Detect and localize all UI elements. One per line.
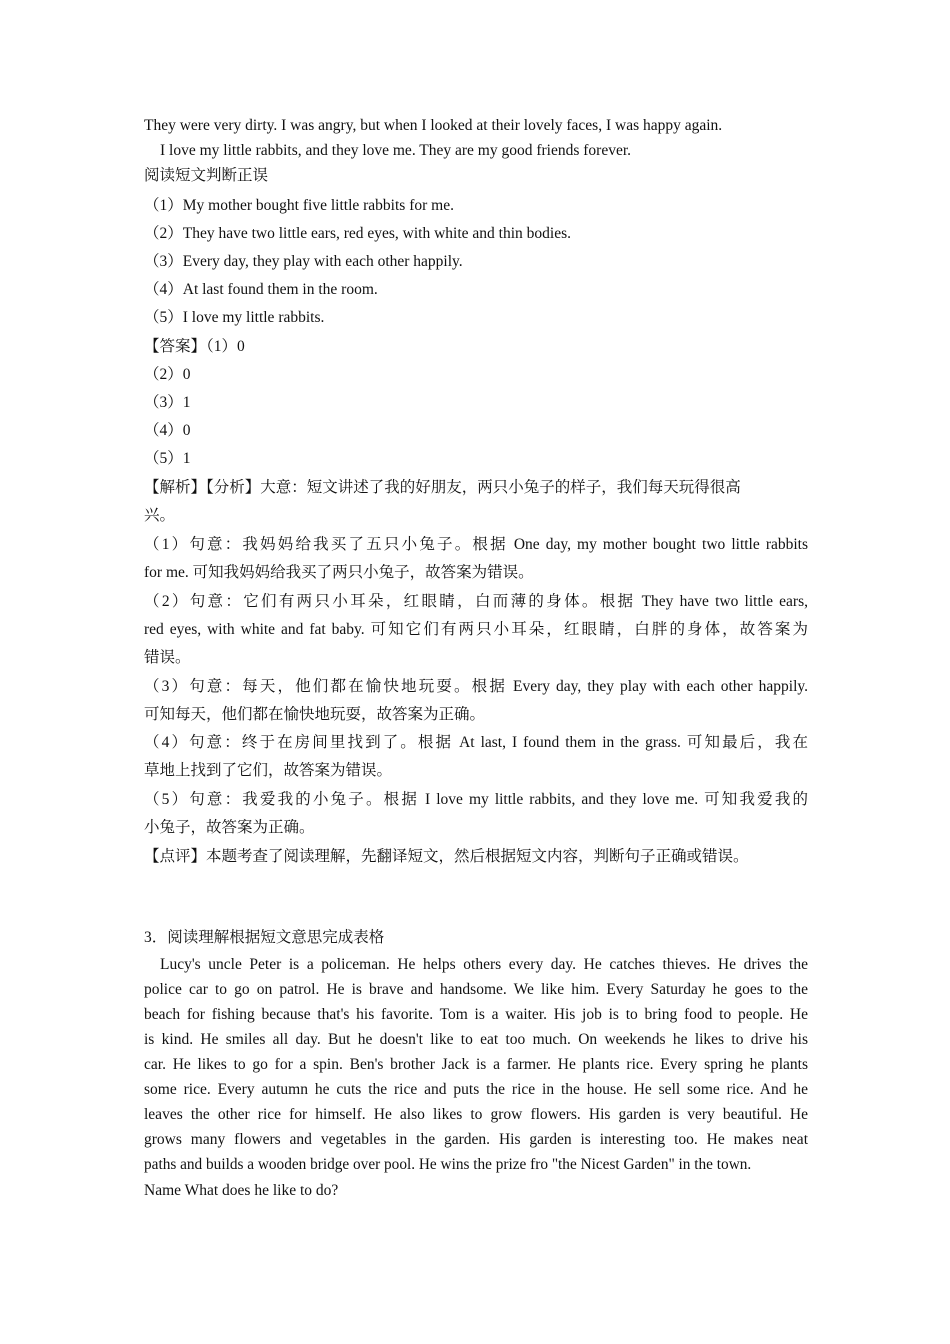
analysis-q1: （1）句意：我妈妈给我买了五只小兔子。根据 One day, my mother bought two little rabbits [144, 536, 808, 553]
question-item: （1）My mother bought five little rabbits for me. [144, 197, 454, 214]
reading-passage-line: car. He likes to go for a spin. Ben's brother Jack is a farmer. He plants rice. Every spring he plants [144, 1056, 808, 1073]
analysis-q3: 可知每天，他们都在愉快地玩耍，故答案为正确。 [144, 706, 486, 723]
analysis-summary: 兴。 [144, 507, 176, 524]
reading-passage-line: police car to go on patrol. He is brave and handsome. We like him. Every Saturday he goes to the [144, 981, 808, 998]
answer-label: 【答案】（1）0 [144, 338, 245, 355]
task-title: 阅读短文判断正误 [144, 167, 269, 184]
question-item: （2）They have two little ears, red eyes, with white and thin bodies. [144, 225, 572, 242]
answer-item: （3）1 [144, 394, 191, 411]
reading-passage-line: beach for fishing because that's his favorite. Tom is a waiter. His job is to bring food to people. He [144, 1006, 808, 1023]
question-item: （5）I love my little rabbits. [144, 309, 325, 326]
analysis-q2: （2）句意：它们有两只小耳朵，红眼睛，白而薄的身体。根据 They have two little ears, [144, 593, 808, 610]
analysis-summary: 【解析】【分析】大意：短文讲述了我的好朋友，两只小兔子的样子，我们每天玩得很高 [144, 479, 741, 496]
analysis-q4: 草地上找到了它们，故答案为错误。 [144, 762, 393, 779]
answer-item: （5）1 [144, 450, 191, 467]
answer-item: （2）0 [144, 366, 191, 383]
reading-passage-line: some rice. Every autumn he cuts the rice and puts the rice in the house. He sell some rice. And he [144, 1081, 808, 1098]
table-header: Name What does he like to do? [144, 1182, 339, 1199]
reading-passage-line: is kind. He smiles all day. But he doesn't like to eat too much. On weekends he likes to drive his [144, 1031, 808, 1048]
reading-passage-line: paths and builds a wooden bridge over pool. He wins the prize fro "the Nicest Garden" in the town. [144, 1156, 752, 1173]
question-item: （3）Every day, they play with each other happily. [144, 253, 463, 270]
analysis-q3: （3）句意：每天，他们都在愉快地玩耍。根据 Every day, they play with each other happily. [144, 678, 808, 695]
reading-passage-line: grows many flowers and vegetables in the garden. His garden is interesting too. He makes neat [144, 1131, 808, 1148]
analysis-q5: （5）句意：我爱我的小兔子。根据 I love my little rabbits, and they love me. 可知我爱我的 [144, 791, 808, 808]
answer-item: （4）0 [144, 422, 191, 439]
analysis-q1: for me. 可知我妈妈给我买了两只小兔子，故答案为错误。 [144, 564, 534, 581]
section-title: 3．阅读理解根据短文意思完成表格 [144, 929, 385, 946]
analysis-comment: 【点评】本题考查了阅读理解，先翻译短文，然后根据短文内容，判断句子正确或错误。 [144, 848, 749, 865]
passage-line: They were very dirty. I was angry, but when I looked at their lovely faces, I was happy again. [144, 117, 723, 134]
analysis-q2: red eyes, with white and fat baby. 可知它们有两只小耳朵，红眼睛，白胖的身体，故答案为 [144, 621, 808, 638]
question-item: （4）At last found them in the room. [144, 281, 378, 298]
analysis-q2: 错误。 [144, 649, 191, 666]
reading-passage-line: leaves the other rice for himself. He also likes to grow flowers. His garden is very beautiful. He [144, 1106, 808, 1123]
reading-passage-line: Lucy's uncle Peter is a policeman. He helps others every day. He catches thieves. He drives the [160, 956, 808, 973]
passage-line: I love my little rabbits, and they love me. They are my good friends forever. [160, 142, 632, 159]
analysis-q5: 小兔子，故答案为正确。 [144, 819, 315, 836]
analysis-q4: （4）句意：终于在房间里找到了。根据 At last, I found them in the grass. 可知最后，我在 [144, 734, 808, 751]
